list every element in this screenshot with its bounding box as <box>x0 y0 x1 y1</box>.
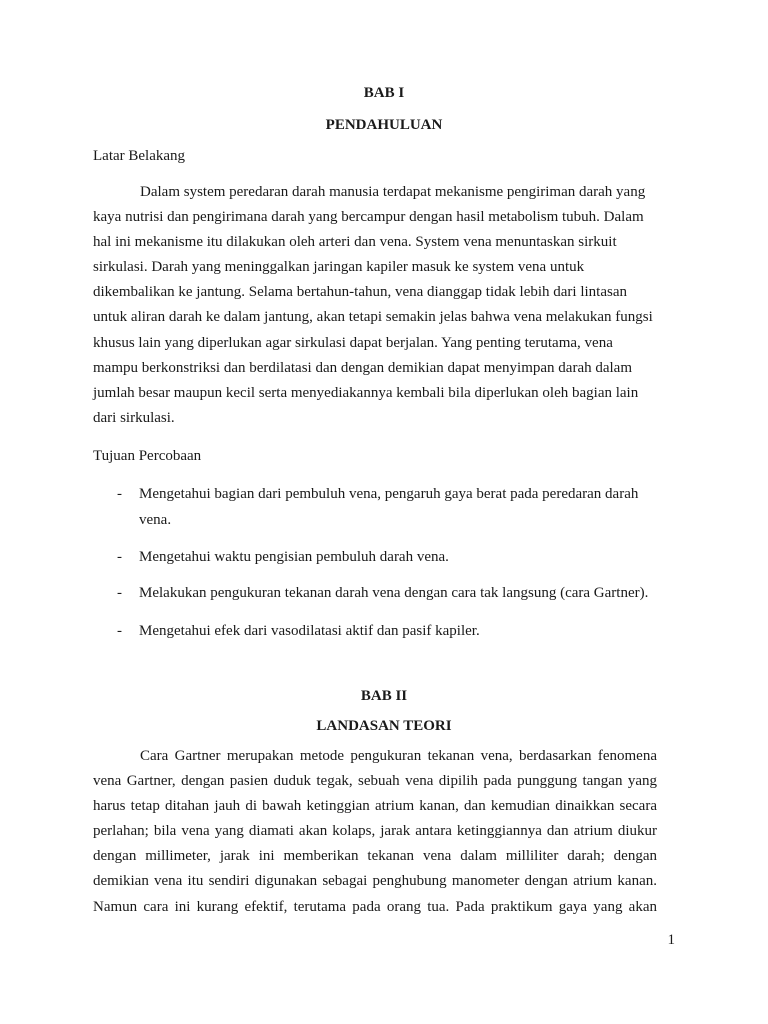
list-item-text: Mengetahui bagian dari pembuluh vena, pengaruh gaya berat pada peredaran darah vena. <box>139 486 639 528</box>
chapter-2-title: LANDASAN TEORI <box>316 718 452 734</box>
dash-bullet: - <box>117 549 122 565</box>
paragraph-line: Namun cara ini kurang efektif, terutama pada orang tua. Pada praktikum gaya yang akan <box>93 898 657 915</box>
paragraph-line: khusus lain yang diperlukan agar sirkulasi dapat berjalan. Yang penting terutama, vena <box>93 334 613 351</box>
dash-bullet: - <box>117 623 122 639</box>
paragraph-line: demikian vena itu sendiri digunakan sebagai penghubung manometer dengan atrium kanan. <box>93 873 657 890</box>
chapter-1-title: PENDAHULUAN <box>325 117 443 133</box>
paragraph-latar-belakang <box>93 180 657 431</box>
list-item-text: Mengetahui waktu pengisian pembuluh darah vena. <box>139 549 449 565</box>
chapter-1-number: BAB I <box>363 85 405 101</box>
paragraph-line: jumlah besar maupun kecil serta menyediakannya kembali bila diperlukan oleh bagian lain <box>93 384 639 401</box>
dash-bullet: - <box>117 585 122 601</box>
paragraph-line: mampu berkonstriksi dan berdilatasi dan dengan demikian dapat menyimpan darah dalam <box>93 359 633 376</box>
paragraph-line: perlahan; bila vena yang diamati akan kolaps, jarak antara ketinggiannya dan atrium diukur <box>93 823 657 840</box>
list-item <box>93 482 673 533</box>
paragraph-line: hal ini mekanisme itu dilakukan oleh arteri dan vena. System vena menuntaskan sirkuit <box>93 234 617 251</box>
paragraph-line: dengan millimeter, jarak ini memberikan tekanan vena dalam milliliter darah; dengan <box>93 848 657 865</box>
list-item-text: Mengetahui efek dari vasodilatasi aktif dan pasif kapiler. <box>139 623 480 639</box>
paragraph-line: kaya nutrisi dan pengirimana darah yang bercampur dengan hasil metabolism tubuh. Dalam <box>93 209 644 226</box>
paragraph-line: dikembalikan ke jantung. Selama bertahun-tahun, vena dianggap tidak lebih dari lintasan <box>93 284 628 301</box>
paragraph-line: vena Gartner, dengan pasien duduk tegak, sebuah vena dipilih pada punggung tangan yang <box>93 773 657 790</box>
paragraph-line: dari sirkulasi. <box>93 409 175 426</box>
section-heading-latar-belakang: Latar Belakang <box>93 148 186 164</box>
paragraph-line: harus tetap ditahan jauh di bawah ketinggian atrium kanan, dan kemudian dinaikkan secara <box>93 798 657 815</box>
page-number: 1 <box>667 932 675 948</box>
list-item <box>93 619 719 645</box>
paragraph-landasan-teori <box>93 744 657 920</box>
paragraph-line: untuk aliran darah ke dalam jantung, akan tetapi semakin jelas bahwa vena melakukan fungsi <box>93 309 653 326</box>
paragraph-line: sirkulasi. Darah yang meninggalkan jaringan kapiler masuk ke system vena untuk <box>93 259 585 276</box>
paragraph-line: Cara Gartner merupakan metode pengukuran tekanan vena, berdasarkan fenomena <box>140 748 657 764</box>
list-item <box>93 545 719 571</box>
section-heading-tujuan-percobaan: Tujuan Percobaan <box>93 448 202 464</box>
list-item-text: Melakukan pengukuran tekanan darah vena dengan cara tak langsung (cara Gartner). <box>139 585 649 601</box>
list-item <box>93 581 719 607</box>
paragraph-line: Dalam system peredaran darah manusia terdapat mekanisme pengiriman darah yang <box>140 184 646 200</box>
dash-bullet: - <box>117 486 122 502</box>
chapter-2-number: BAB II <box>360 688 408 704</box>
